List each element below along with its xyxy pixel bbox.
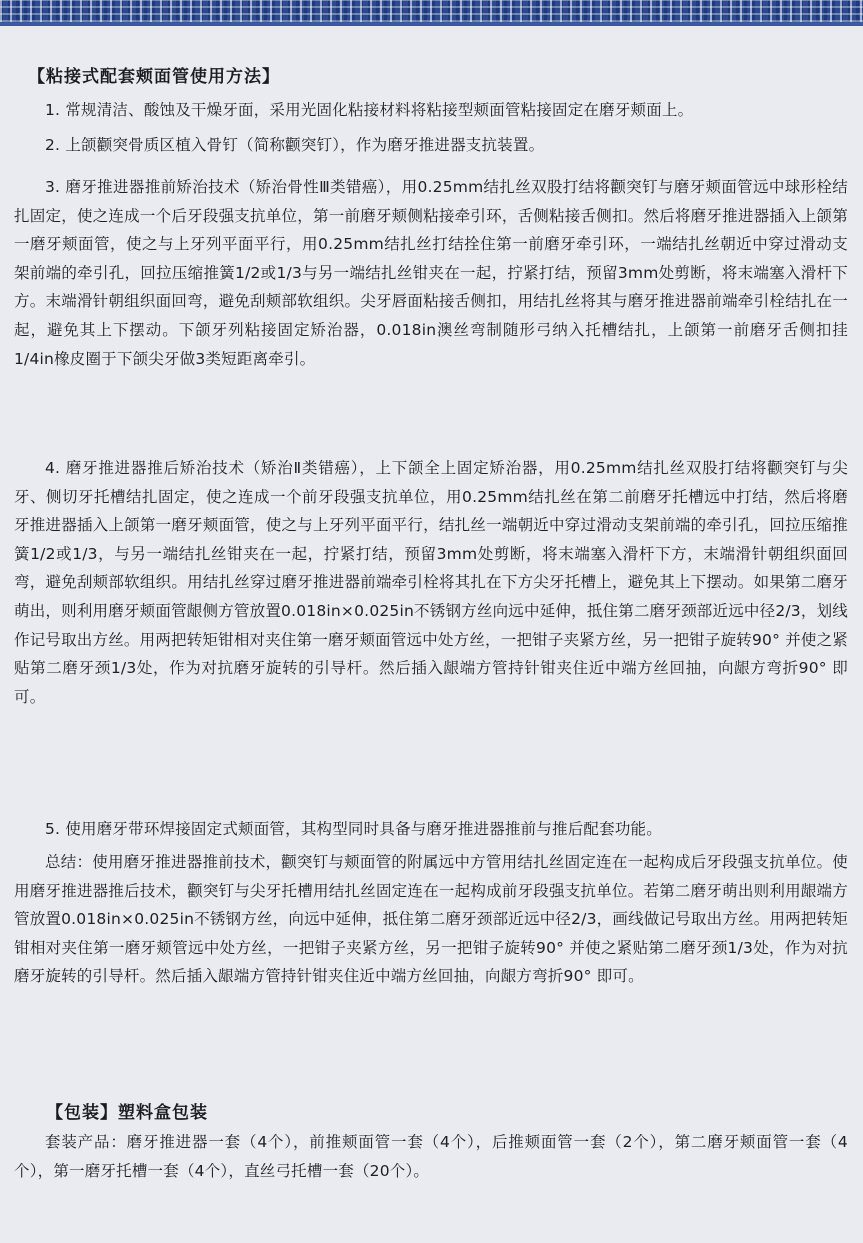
section-title-packaging: 【包装】塑料盒包装 [46,1103,208,1123]
border-rule [0,22,863,26]
section-title-usage: 【粘接式配套颊面管使用方法】 [28,67,280,87]
paragraph-3: 3. 磨牙推进器推前矫治技术（矫治骨性Ⅲ类错癌），用0.25mm结扎丝双股打结将颧突钉与磨牙颊面管远中球形栓结扎固定，使之连成一个后牙段强支抗单位，第一前磨牙颊侧粘接牵引环，舌侧粘接舌侧扣。然后将磨牙推进器插入上颌第一磨牙颊面管，使之与上牙列平面平行，用0.25mm结扎丝打结拴住第一前磨牙牵引环，一端结扎丝朝近中穿过滑动支架前端的牵引孔，回拉压缩推簧1/2或1/3与另一端结扎丝钳夹在一起，拧紧打结，预留3mm处剪断，将末端塞入滑杆下方。末端滑针朝组织面回弯，避免刮颊部软组织。尖牙唇面粘接舌侧扣，用结扎丝将其与磨牙推进器前端牵引栓结扎在一起，避免其上下摆动。下颌牙列粘接固定矫治器，0.018in澳丝弯制随形弓纳入托槽结扎，上颌第一前磨牙舌侧扣挂1/4in橡皮圈于下颌尖牙做3类短距离牵引。 [14,178,848,368]
paragraph-1: 1. 常规清洁、酸蚀及干燥牙面，采用光固化粘接材料将粘接型颊面管粘接固定在磨牙颊面上。 [45,101,694,119]
paragraph-2: 2. 上颌颧突骨质区植入骨钉（简称颧突钉），作为磨牙推进器支抗装置。 [45,136,545,154]
paragraph-5: 5. 使用磨牙带环焊接固定式颊面管，其构型同时具备与磨牙推进器推前与推后配套功能。 [45,820,662,838]
paragraph-packaging: 套装产品：磨牙推进器一套（4个），前推颊面管一套（4个），后推颊面管一套（2个），第二磨牙颊面管一套（4个），第一磨牙托槽一套（4个），直丝弓托槽一套（20个）。 [14,1133,848,1180]
paragraph-4: 4. 磨牙推进器推后矫治技术（矫治Ⅱ类错癌），上下颌全上固定矫治器，用0.25mm结扎丝双股打结将颧突钉与尖牙、侧切牙托槽结扎固定，使之连成一个前牙段强支抗单位，用0.25mm结扎丝在第二前磨牙托槽远中打结，然后将磨牙推进器插入上颌第一磨牙颊面管，使之与上牙列平面平行，结扎丝一端朝近中穿过滑动支架前端的牵引孔，回拉压缩推簧1/2或1/3，与另一端结扎丝钳夹在一起，拧紧打结，预留3mm处剪断，将末端塞入滑杆下方，末端滑针朝组织面回弯，避免刮颊部软组织。用结扎丝穿过磨牙推进器前端牵引栓将其扎在下方尖牙托槽上，避免其上下摆动。如果第二磨牙萌出，则利用磨牙颊面管龈侧方管放置0.018in×0.025in不锈钢方丝向远中延伸，抵住第二磨牙颈部近远中径2/3，划线作记号取出方丝。用两把转矩钳相对夹住第一磨牙颊面管远中处方丝，一把钳子夹紧方丝，另一把钳子旋转90° 并使之紧贴第二磨牙颈1/3处，作为对抗磨牙旋转的引导杆。然后插入龈端方管持针钳夹住近中端方丝回抽，向龈方弯折90° 即可。 [14,459,848,706]
paragraph-summary: 总结：使用磨牙推进器推前技术，颧突钉与颊面管的附属远中方管用结扎丝固定连在一起构成后牙段强支抗单位。使用磨牙推进器推后技术，颧突钉与尖牙托槽用结扎丝固定连在一起构成前牙段强支抗单位。若第二磨牙萌出则利用龈端方管放置0.018in×0.025in不锈钢方丝，向远中延伸，抵住第二磨牙颈部近远中径2/3，画线做记号取出方丝。用两把转矩钳相对夹住第一磨牙颊管远中处方丝，一把钳子夹紧方丝，另一把钳子旋转90° 并使之紧贴第二磨牙颈1/3处，作为对抗磨牙旋转的引导杆。然后插入龈端方管持针钳夹住近中端方丝回抽，向龈方弯折90° 即可。 [14,853,848,986]
decorative-border [0,0,863,22]
